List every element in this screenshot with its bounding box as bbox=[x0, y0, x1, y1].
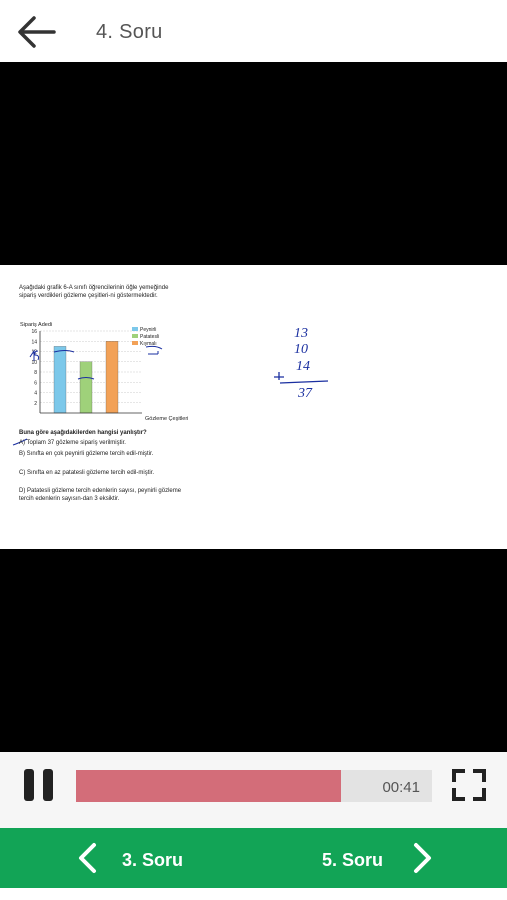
bar-chart bbox=[12, 317, 189, 425]
next-question-button[interactable] bbox=[314, 828, 444, 888]
option-b: B) Sınıfta en çok peynirli gözleme tercih edil-miştir. bbox=[19, 451, 154, 457]
sum-line bbox=[280, 381, 328, 383]
plus-sign bbox=[274, 372, 284, 380]
handwritten-mark-legend bbox=[146, 346, 162, 354]
fullscreen-icon bbox=[452, 769, 486, 801]
legend-swatch bbox=[132, 341, 138, 345]
x-axis-label: Gözleme Çeşitleri bbox=[145, 416, 189, 422]
handwriting-line-2: 10 bbox=[294, 342, 308, 357]
app-header bbox=[0, 0, 507, 62]
prev-question-label: 3. Soru bbox=[122, 850, 184, 870]
progress-bar[interactable] bbox=[76, 770, 432, 802]
prev-question-button[interactable] bbox=[72, 828, 202, 888]
legend-label: Peynirli bbox=[140, 327, 157, 333]
legend-swatch bbox=[132, 334, 138, 338]
arrow-left-icon bbox=[14, 12, 60, 52]
y-tick-label: 6 bbox=[34, 380, 37, 387]
fullscreen-button[interactable] bbox=[452, 769, 486, 801]
y-tick-label: 14 bbox=[31, 339, 37, 346]
question-page bbox=[0, 265, 507, 549]
time-display: 00:41 bbox=[382, 779, 420, 796]
handwriting-line-1: 13 bbox=[294, 326, 308, 341]
option-d: D) Patatesli gözleme tercih edenlerin sayısı, peynirli gözleme tercih edenlerin sayısın-dan 3 eksiktir. bbox=[19, 488, 182, 502]
question-intro: Aşağıdaki grafik 6-A sınıfı öğrencilerinin öğle yemeğinde sipariş verdikleri gözleme çeşitleri-ni göstermektedir. bbox=[19, 285, 169, 299]
question-nav bbox=[0, 828, 507, 888]
handwriting-line-3: 14 bbox=[296, 359, 310, 374]
progress-fill bbox=[76, 770, 341, 802]
y-axis-label: Sipariş Adedi bbox=[20, 322, 53, 328]
handwritten-sum bbox=[262, 325, 342, 400]
page-title: 4. Soru bbox=[96, 21, 163, 43]
legend-swatch bbox=[132, 327, 138, 331]
y-tick-label: 10 bbox=[31, 359, 37, 366]
question-prompt: Buna göre aşağıdakilerden hangisi yanlıştır? bbox=[19, 430, 147, 436]
y-tick-label: 12 bbox=[31, 349, 37, 356]
option-c: C) Sınıfta en az patatesli gözleme tercih edil-miştir. bbox=[19, 470, 155, 476]
video-player[interactable] bbox=[0, 62, 507, 752]
bar-1 bbox=[80, 362, 92, 413]
chevron-left-icon bbox=[76, 842, 100, 874]
next-question-label: 5. Soru bbox=[322, 850, 384, 870]
back-button[interactable] bbox=[14, 12, 60, 52]
y-tick-label: 4 bbox=[34, 390, 37, 397]
bottom-bar bbox=[0, 888, 507, 900]
legend-label: Patatesli bbox=[140, 334, 160, 340]
handwriting-total: 37 bbox=[298, 386, 312, 401]
y-tick-label: 2 bbox=[34, 400, 37, 407]
pause-button[interactable] bbox=[24, 769, 54, 801]
legend-label: Kıymalı bbox=[140, 341, 157, 347]
option-a: A) Toplam 37 gözleme sipariş verilmiştir. bbox=[19, 440, 126, 446]
y-tick-label: 8 bbox=[34, 370, 37, 376]
bar-2 bbox=[106, 341, 118, 413]
bar-0 bbox=[54, 346, 66, 413]
y-tick-label: 16 bbox=[31, 329, 37, 335]
chevron-right-icon bbox=[410, 842, 434, 874]
